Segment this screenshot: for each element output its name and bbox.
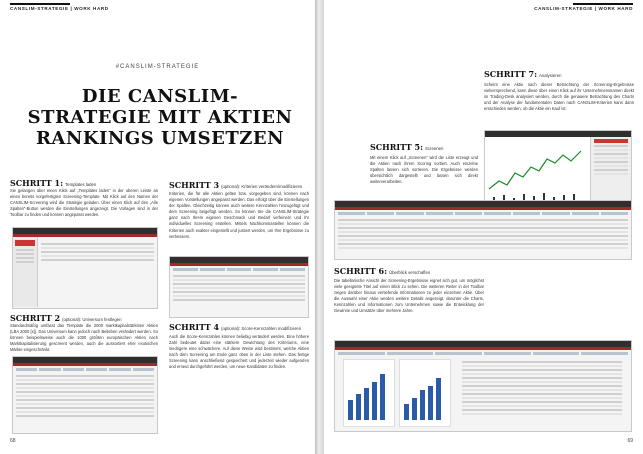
step1-screenshot bbox=[12, 227, 158, 309]
book-gutter bbox=[315, 0, 324, 454]
step5-screenshot bbox=[334, 200, 632, 260]
kicker: #CANSLIM-STRATEGIE bbox=[115, 64, 200, 70]
step4-text: Auch die Score-Kennzahlen können beliebig verändert werden. Eine höhere Zahl bedeutet dabei eine stärkere Gewichtung des Kriteriums, eine niedrigere eine schwächere. Auf diese Weise wird bestimmt, welche Aktien nach dem Screening am Ende ganz oben in der Liste stehen. Das fertige Screening kann anschließend gespeichert und jederzeit wieder aufgerufen und erneut durchgeführt werden, um neue Kandidaten zu finden. bbox=[169, 334, 309, 370]
page-number: 68 bbox=[10, 438, 16, 444]
step5-heading: SCHRITT 5: Screenen bbox=[370, 142, 444, 152]
left-page bbox=[0, 0, 315, 454]
step7-heading: SCHRITT 7: Analysieren bbox=[484, 69, 562, 79]
step3-text: Kriterien, die für alle Aktien gelten bzw. vorgegeben sind, können nach eigenen Vorstellungen angepasst werden. Das erfolgt über die Einstellungen der Spalten. Gleichzeitig können auch weitere Kennzahlen hinzugefügt und dem Screening beigefügt werden. So können Sie die CANSLIM-Strategie ganz nach Ihrem eigenen Geschmack und Bedarf verfeinern und Ihr individuelles Screening erstellen. Mittels Nachkommastellen können die Kriterien auch exakter eingestellt und justiert werden, um Ihre Ergebnisse zu verbessern. bbox=[169, 191, 309, 239]
step3-screenshot bbox=[169, 256, 309, 318]
page-number: 69 bbox=[627, 438, 633, 444]
step2-screenshot bbox=[12, 356, 158, 434]
page-title: DIE CANSLIM-STRATEGIE MIT AKTIEN RANKINGS UMSETZEN bbox=[27, 86, 293, 149]
step2-heading: SCHRITT 2 (optional): Universum festlegen bbox=[10, 313, 122, 323]
step1-text: Sie gelangen über einen Klick auf „Templates laden“ in der oberen Leiste an einen bereits vorgefertigten Screening-Template. Mit Klick auf den Namen der CANSLIM-Screening wird die Strategie geladen. Über einen Klick auf den „Alle Spalten“-Button werden die Einstellungen angezeigt. Die Vorlagen sind in der Toolbar zu finden und können angepasst werden. bbox=[10, 188, 158, 218]
step2-text: Standardmäßig umfasst das Template die 2000 marktkapitalstärksten Aktien (LBA 2000 [x]). Das Universum kann jedoch nach Belieben verändert werden. So können beispielsweise auch die 1000 größten europäischen Aktien nach Marktkapitalisierung gescreent werden, auch die aussortiert eher exotischen Märkte eingeschränkt. bbox=[10, 323, 158, 353]
right-page bbox=[324, 0, 643, 454]
running-head: CANSLIM-STRATEGIE | WORK HARD bbox=[534, 6, 633, 11]
step5-text: Mit einem Klick auf „Screenen“ wird die Liste erzeugt und die Aktien nach ihrem Scoring sortiert. Auch einzelne Spalten lassen sich sortieren. Die Ergebnisse werden übersichtlich dargestellt und lassen sich direkt weiterverarbeiten. bbox=[370, 155, 478, 185]
bar-chart-icon bbox=[343, 359, 395, 427]
step7-screenshot bbox=[484, 130, 632, 210]
step3-heading: SCHRITT 3 (optional): Kriterien verändern/modifizieren bbox=[169, 180, 303, 190]
step1-heading: SCHRITT 1: Templates laden bbox=[10, 178, 97, 188]
running-head-bar bbox=[573, 3, 633, 5]
step6-heading: SCHRITT 6: Überblick verschaffen bbox=[334, 266, 431, 276]
running-head-bar bbox=[10, 3, 70, 5]
running-head: CANSLIM-STRATEGIE | WORK HARD bbox=[10, 6, 109, 11]
step6-text: Die tabellarische Ansicht der Screening-Ergebnisse eignet sich gut, um möglichst viele geeignete Titel auf einen Blick zu sehen. Die weiteren Reiter in der Toolbar zeigen darüber hinaus vertiefende Informationen zu jeder einzelnen Aktie. Über die Auswahl einer Aktie werden weitere Details angezeigt, darunter die Charts, Kennzahlen und Informationen zum Unternehmen sowie die Entwicklung der Gewinne und Umsätze über mehrere Jahre. bbox=[334, 278, 484, 314]
step6-screenshot bbox=[334, 340, 632, 432]
bar-chart-icon bbox=[399, 359, 451, 427]
stock-chart-icon bbox=[485, 137, 585, 207]
step4-heading: SCHRITT 4 (optional): Score-Kennzahlen modifizieren bbox=[169, 322, 302, 332]
step7-text: Scheint eine Aktie nach dieser Betrachtung der Screening-Ergebnisse vielversprechend, kann diese über einen Klick auf ihr Unternehmensnamen direkt im Trading-Desk analysiert werden, durch die genauere Betrachtung des Charts und der Analyse der fundamentalen Daten nach CANSLIM-Kriterien kann dann entschieden werden, ob die Aktie ein Kauf ist. bbox=[484, 82, 634, 112]
